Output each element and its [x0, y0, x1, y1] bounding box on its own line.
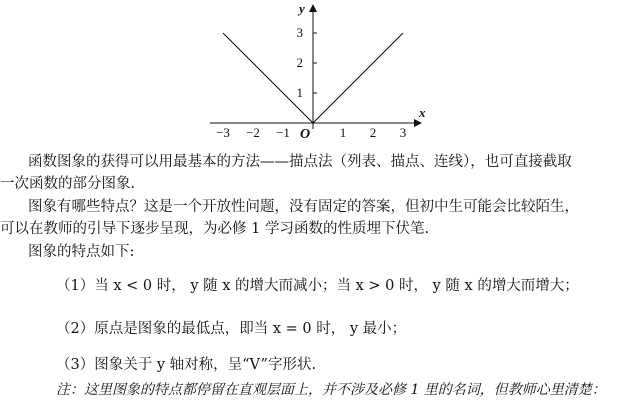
function-graph	[195, 0, 445, 150]
origin-label: O	[300, 127, 311, 142]
x-tick-label: 1	[339, 125, 347, 140]
x-axis-label: x	[419, 105, 426, 120]
y-tick-label: 3	[296, 25, 303, 40]
x-tick-label: −1	[276, 125, 290, 140]
feature-item-2: （2）原点是图象的最低点，即当 x = 0 时， y 最小；	[56, 321, 407, 337]
x-tick-label: 2	[369, 125, 377, 140]
teacher-note: 注：这里图象的特点都停留在直观层面上，并不涉及必修 1 里的名词，但教师心里清楚：	[56, 382, 606, 398]
y-tick-label: 2	[296, 55, 303, 70]
x-tick-label: 3	[399, 125, 407, 140]
y-axis-label: y	[299, 1, 305, 16]
paragraph-3: 图象的特点如下:	[28, 244, 135, 260]
paragraph-2-line-1: 图象有哪些特点？这是一个开放性问题，没有固定的答案，但初中生可能会比较陌生，	[28, 199, 579, 215]
y-tick-label: 1	[296, 85, 303, 100]
feature-item-1: （1）当 x < 0 时， y 随 x 的增大而减小；当 x > 0 时， y 随 x 的增大而增大；	[56, 278, 579, 294]
x-tick-label: −2	[246, 125, 260, 140]
paragraph-2-line-2: 可以在教师的引导下逐步呈现，为必修 1 学习函数的性质埋下伏笔.	[0, 221, 430, 237]
paragraph-1-line-1: 函数图象的获得可以用最基本的方法——描点法（列表、描点、连线），也可直接截取	[28, 154, 572, 170]
x-tick-label: −3	[216, 125, 230, 140]
graph-svg	[195, 0, 445, 150]
feature-item-3: （3）图象关于 y 轴对称，呈“V”字形状.	[56, 357, 317, 373]
paragraph-1-line-2: 一次函数的部分图象.	[0, 176, 136, 192]
